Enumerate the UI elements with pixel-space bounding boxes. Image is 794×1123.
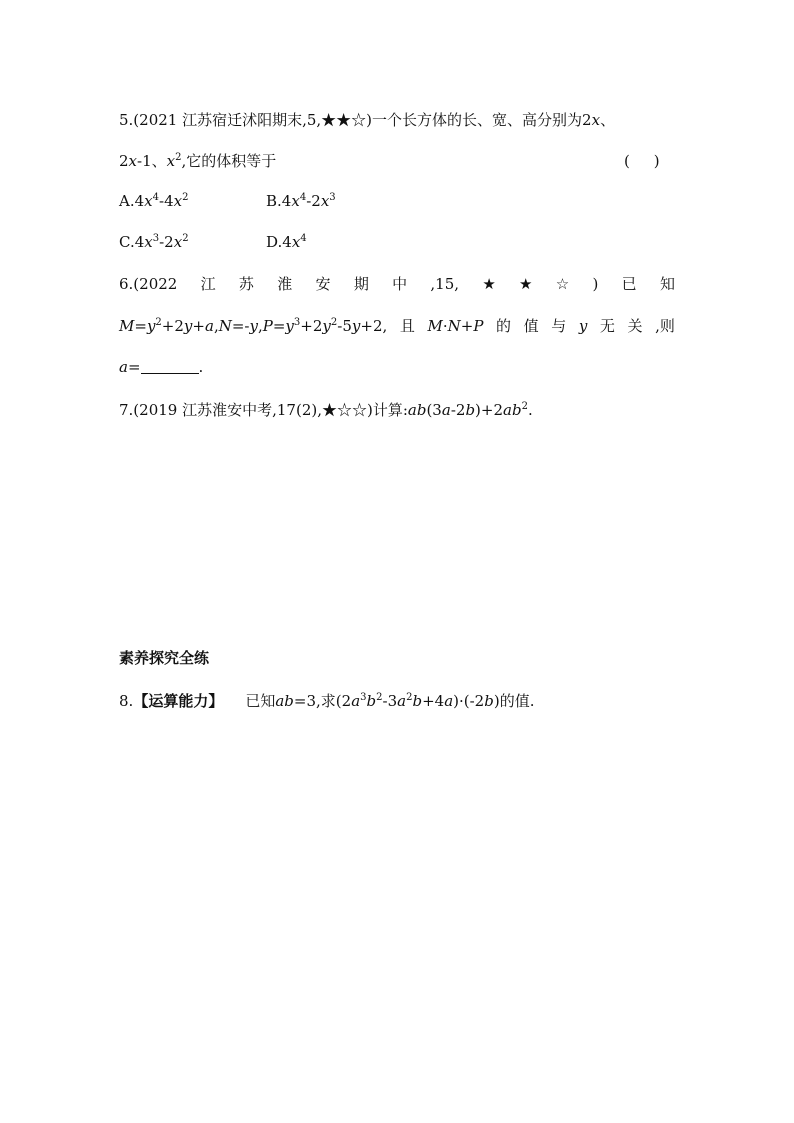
q8-text: )的值. [493,692,535,710]
q6-word: 无 [599,317,615,335]
var-a: a [503,401,512,419]
option-a-var1: x [144,192,153,210]
q6-token: 苏 [238,275,254,293]
q6-token: 已 [621,275,637,293]
q6-text: + [192,317,205,335]
q6-star: ★ [519,275,533,293]
q6-token: 中 [392,275,408,293]
var-M: M [427,317,443,335]
q6-line1 [119,274,675,294]
var-a: a [444,692,454,710]
option-b-exp2: 3 [329,192,336,203]
var-y: y [578,317,588,335]
exp: 2 [330,317,338,328]
var-a: a [407,401,417,419]
q8-text: )·(-2 [453,692,485,710]
q5-line2-c: ,它的体积等于 [181,152,277,170]
q5-line2-b: -1、 [137,152,167,170]
q5-line2-a: 2 [119,152,129,170]
q6-plus: + [460,317,474,335]
var-y: y [285,317,294,335]
q8-line [119,691,534,711]
q6-text: =- [231,317,250,335]
var-b: b [412,692,423,710]
var-N: N [218,317,232,335]
var-a: a [119,358,128,376]
q6-definitions [119,316,387,336]
var-y: y [322,317,331,335]
var-y: y [146,317,156,335]
q6-line2 [119,316,675,336]
q6-text: = [134,317,147,335]
option-a-exp1: 4 [152,192,159,203]
option-b-exp1: 4 [299,192,307,203]
q6-expr [427,316,483,336]
exp: 2 [376,692,383,703]
q6-word: 关 [627,317,643,335]
q6-word: 与 [551,317,567,335]
q6-token: 淮 [277,275,293,293]
q6-star: ☆ [555,275,570,293]
q6-token: 知 [659,275,675,293]
var-a: a [441,401,451,419]
q7-text: -2 [450,401,466,419]
option-b-label: B.4 [266,192,292,210]
var-y: y [351,317,361,335]
q6-line3 [119,357,203,377]
var-b: b [416,401,427,419]
option-b-var1: x [291,192,300,210]
var-b: b [465,401,476,419]
var-P: P [262,317,273,335]
q6-eq: = [127,358,141,376]
q7-end: . [527,401,533,419]
q6-qie: 且 [399,317,415,335]
section-title: 素养探究全练 [119,649,210,667]
option-d-exp1: 4 [300,233,307,244]
q5-var-x2: x [128,152,138,170]
option-a-label: A.4 [119,192,145,210]
q6-word: 的 [496,317,512,335]
var-b: b [511,401,522,419]
q5-option-b [266,191,336,211]
option-a-exp2: 2 [182,192,189,203]
q7-line [119,400,533,420]
var-y: y [249,317,258,335]
q8-text: -3 [382,692,398,710]
q6-text: +2 [300,317,323,335]
exp: 3 [293,317,301,328]
q6-text: +2 [161,317,184,335]
option-a-var2: x [173,192,183,210]
q6-word: 值 [523,317,539,335]
q6-token: ) [592,275,599,293]
q6-dot: · [442,317,448,335]
q8-text: 已知 [245,692,276,710]
exp: 2 [155,317,162,328]
var-b: b [484,692,494,710]
q8-text: =3,求(2 [293,692,352,710]
q8-tag: 【运算能力】 [133,692,224,710]
var-y: y [183,317,193,335]
q6-token: 期 [353,275,369,293]
var-a: a [397,692,407,710]
q5-option-c [119,232,189,252]
q5-line1 [119,110,615,130]
q5-answer-paren: ( ) [624,152,660,170]
q6-text: , [213,317,219,335]
q6-text: +2, [360,317,388,335]
var-a: a [351,692,361,710]
q6-word: ,则 [655,317,675,335]
q6-token: 江 [200,275,216,293]
q5-var-x1: x [591,111,601,129]
q6-text: , [257,317,263,335]
q7-text: )+2 [475,401,504,419]
q6-token: 安 [315,275,331,293]
q7-text: (3 [426,401,442,419]
option-c-exp2: 2 [182,233,189,244]
q6-end: . [198,358,204,376]
q8-number: 8. [119,692,134,710]
var-N: N [447,317,461,335]
var-M: M [119,317,135,335]
q5-exp: 2 [175,152,182,163]
exp: 3 [360,692,367,703]
q5-option-d [266,232,307,252]
exp: 2 [521,401,528,412]
option-d-var1: x [291,233,301,251]
option-c-var2: x [173,233,183,251]
option-b-var2: x [320,192,330,210]
option-c-var1: x [144,233,153,251]
option-c-mid: -2 [159,233,174,251]
var-b: b [366,692,377,710]
q8-text: +4 [422,692,445,710]
q6-token: ,15, [430,275,460,293]
q7-prefix: 7.(2019 江苏淮安中考,17(2),★☆☆)计算: [119,401,408,419]
q5-var-x3: x [166,152,176,170]
var-a: a [275,692,285,710]
q5-line2 [119,151,276,171]
q5-sep: 、 [600,111,616,129]
q6-star: ★ [482,275,496,293]
option-a-mid: -4 [159,192,174,210]
var-P: P [473,317,484,335]
q5-option-a [119,191,188,211]
var-a: a [204,317,214,335]
q6-token: 6.(2022 [119,275,178,293]
q5-prefix: 5.(2021 江苏宿迁沭阳期末,5,★★☆)一个长方体的长、宽、高分别为2 [119,111,592,129]
option-c-label: C.4 [119,233,145,251]
exp: 2 [406,692,413,703]
option-b-mid: -2 [306,192,321,210]
option-d-label: D.4 [266,233,292,251]
option-c-exp1: 3 [152,233,160,244]
q6-text: = [272,317,286,335]
answer-blank[interactable] [141,359,199,374]
var-b: b [284,692,294,710]
q6-text: -5 [337,317,352,335]
